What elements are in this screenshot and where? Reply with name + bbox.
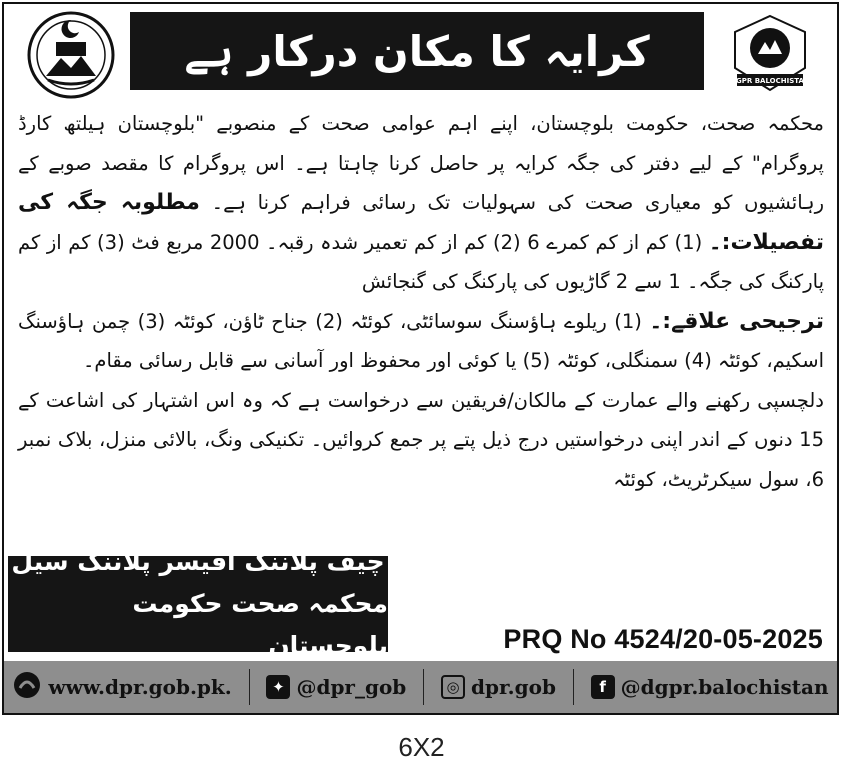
twitter-handle: @dpr_gob: [296, 675, 407, 699]
dpr-logo-icon: [12, 670, 42, 705]
application-paragraph: دلچسپی رکھنے والے عمارت کے مالکان/فریقین سے درخواست ہے کہ وہ اس اشتہار کی اشاعت کے 15 دنوں کے اندر اپنی درخواستیں درج ذیل پتے پر جمع کروائیں۔ تکنیکی ونگ، بالائی منزل، بلاک نمبر 6، سول سیکرٹریٹ، کوئٹہ: [18, 388, 824, 491]
facebook-icon: f: [591, 675, 615, 699]
dgpr-logo-icon: [725, 10, 815, 100]
website-text: www.dpr.gob.pk.: [48, 675, 232, 699]
signature-box: [8, 547, 388, 660]
facebook-link[interactable]: [591, 675, 829, 699]
ad-body: [18, 104, 824, 499]
footer-divider: [249, 669, 250, 705]
requirements-text: (1) کم از کم کمرے 6 (2) کم از کم تعمیر شدہ رقبہ۔ 2000 مربع فٹ (3) کم از کم پارکنگ کی جگہ۔ 1 سے 2 گاڑیوں کی پارکنگ کی گنجائش: [18, 230, 824, 293]
government-seal-icon: [26, 10, 116, 100]
dgpr-logo-text: DGPR BALOCHISTAN: [730, 77, 810, 85]
ad-header: [4, 4, 837, 104]
ad-title: کرایہ کا مکان درکار ہے: [130, 12, 704, 90]
preferred-areas-text: (1) ریلوے ہاؤسنگ سوسائٹی، کوئٹہ (2) جناح ٹاؤن، کوئٹہ (3) چمن ہاؤسنگ اسکیم، کوئٹہ (4) سمنگلی، کوئٹہ (5) یا کوئی اور محفوظ اور آسانی سے قابل رسائی مقام۔: [18, 309, 824, 372]
instagram-icon: ◎: [441, 675, 465, 699]
signature-line-2: محکمہ صحت حکومت بلوچستان: [132, 589, 388, 660]
twitter-link[interactable]: [266, 675, 406, 699]
footer-divider: [573, 669, 574, 705]
preferred-areas-heading: ترجیحی علاقے:۔: [649, 308, 824, 334]
instagram-link[interactable]: [441, 675, 556, 699]
footer-divider: [423, 669, 424, 705]
social-footer: [4, 661, 837, 713]
advertisement-frame: [2, 2, 839, 715]
signature-line-1: چیف پلاننگ آفیسر پلاننگ سیل: [11, 547, 385, 576]
intro-paragraph: محکمہ صحت، حکومت بلوچستان، اپنے اہم عوامی صحت کے منصوبے "بلوچستان ہیلتھ کارڈ پروگرام" کے لیے دفتر کی جگہ کرایہ پر حاصل کرنا چاہتا ہے۔ اس پروگرام کا مقصد صوبے کے رہائشیوں کو معیاری صحت کی سہولیات تک رسائی فراہم کرنا ہے۔: [18, 112, 824, 214]
facebook-handle: @dgpr.balochistan: [620, 675, 829, 699]
instagram-handle: dpr.gob: [471, 675, 556, 699]
website-link[interactable]: [12, 670, 231, 705]
ad-size-label: 6X2: [398, 732, 445, 762]
prq-number: PRQ No 4524/20-05-2025: [503, 624, 823, 654]
twitter-icon: ✦: [266, 675, 290, 699]
requirements-heading: مطلوبہ جگہ کی تفصیلات:۔: [18, 190, 825, 255]
